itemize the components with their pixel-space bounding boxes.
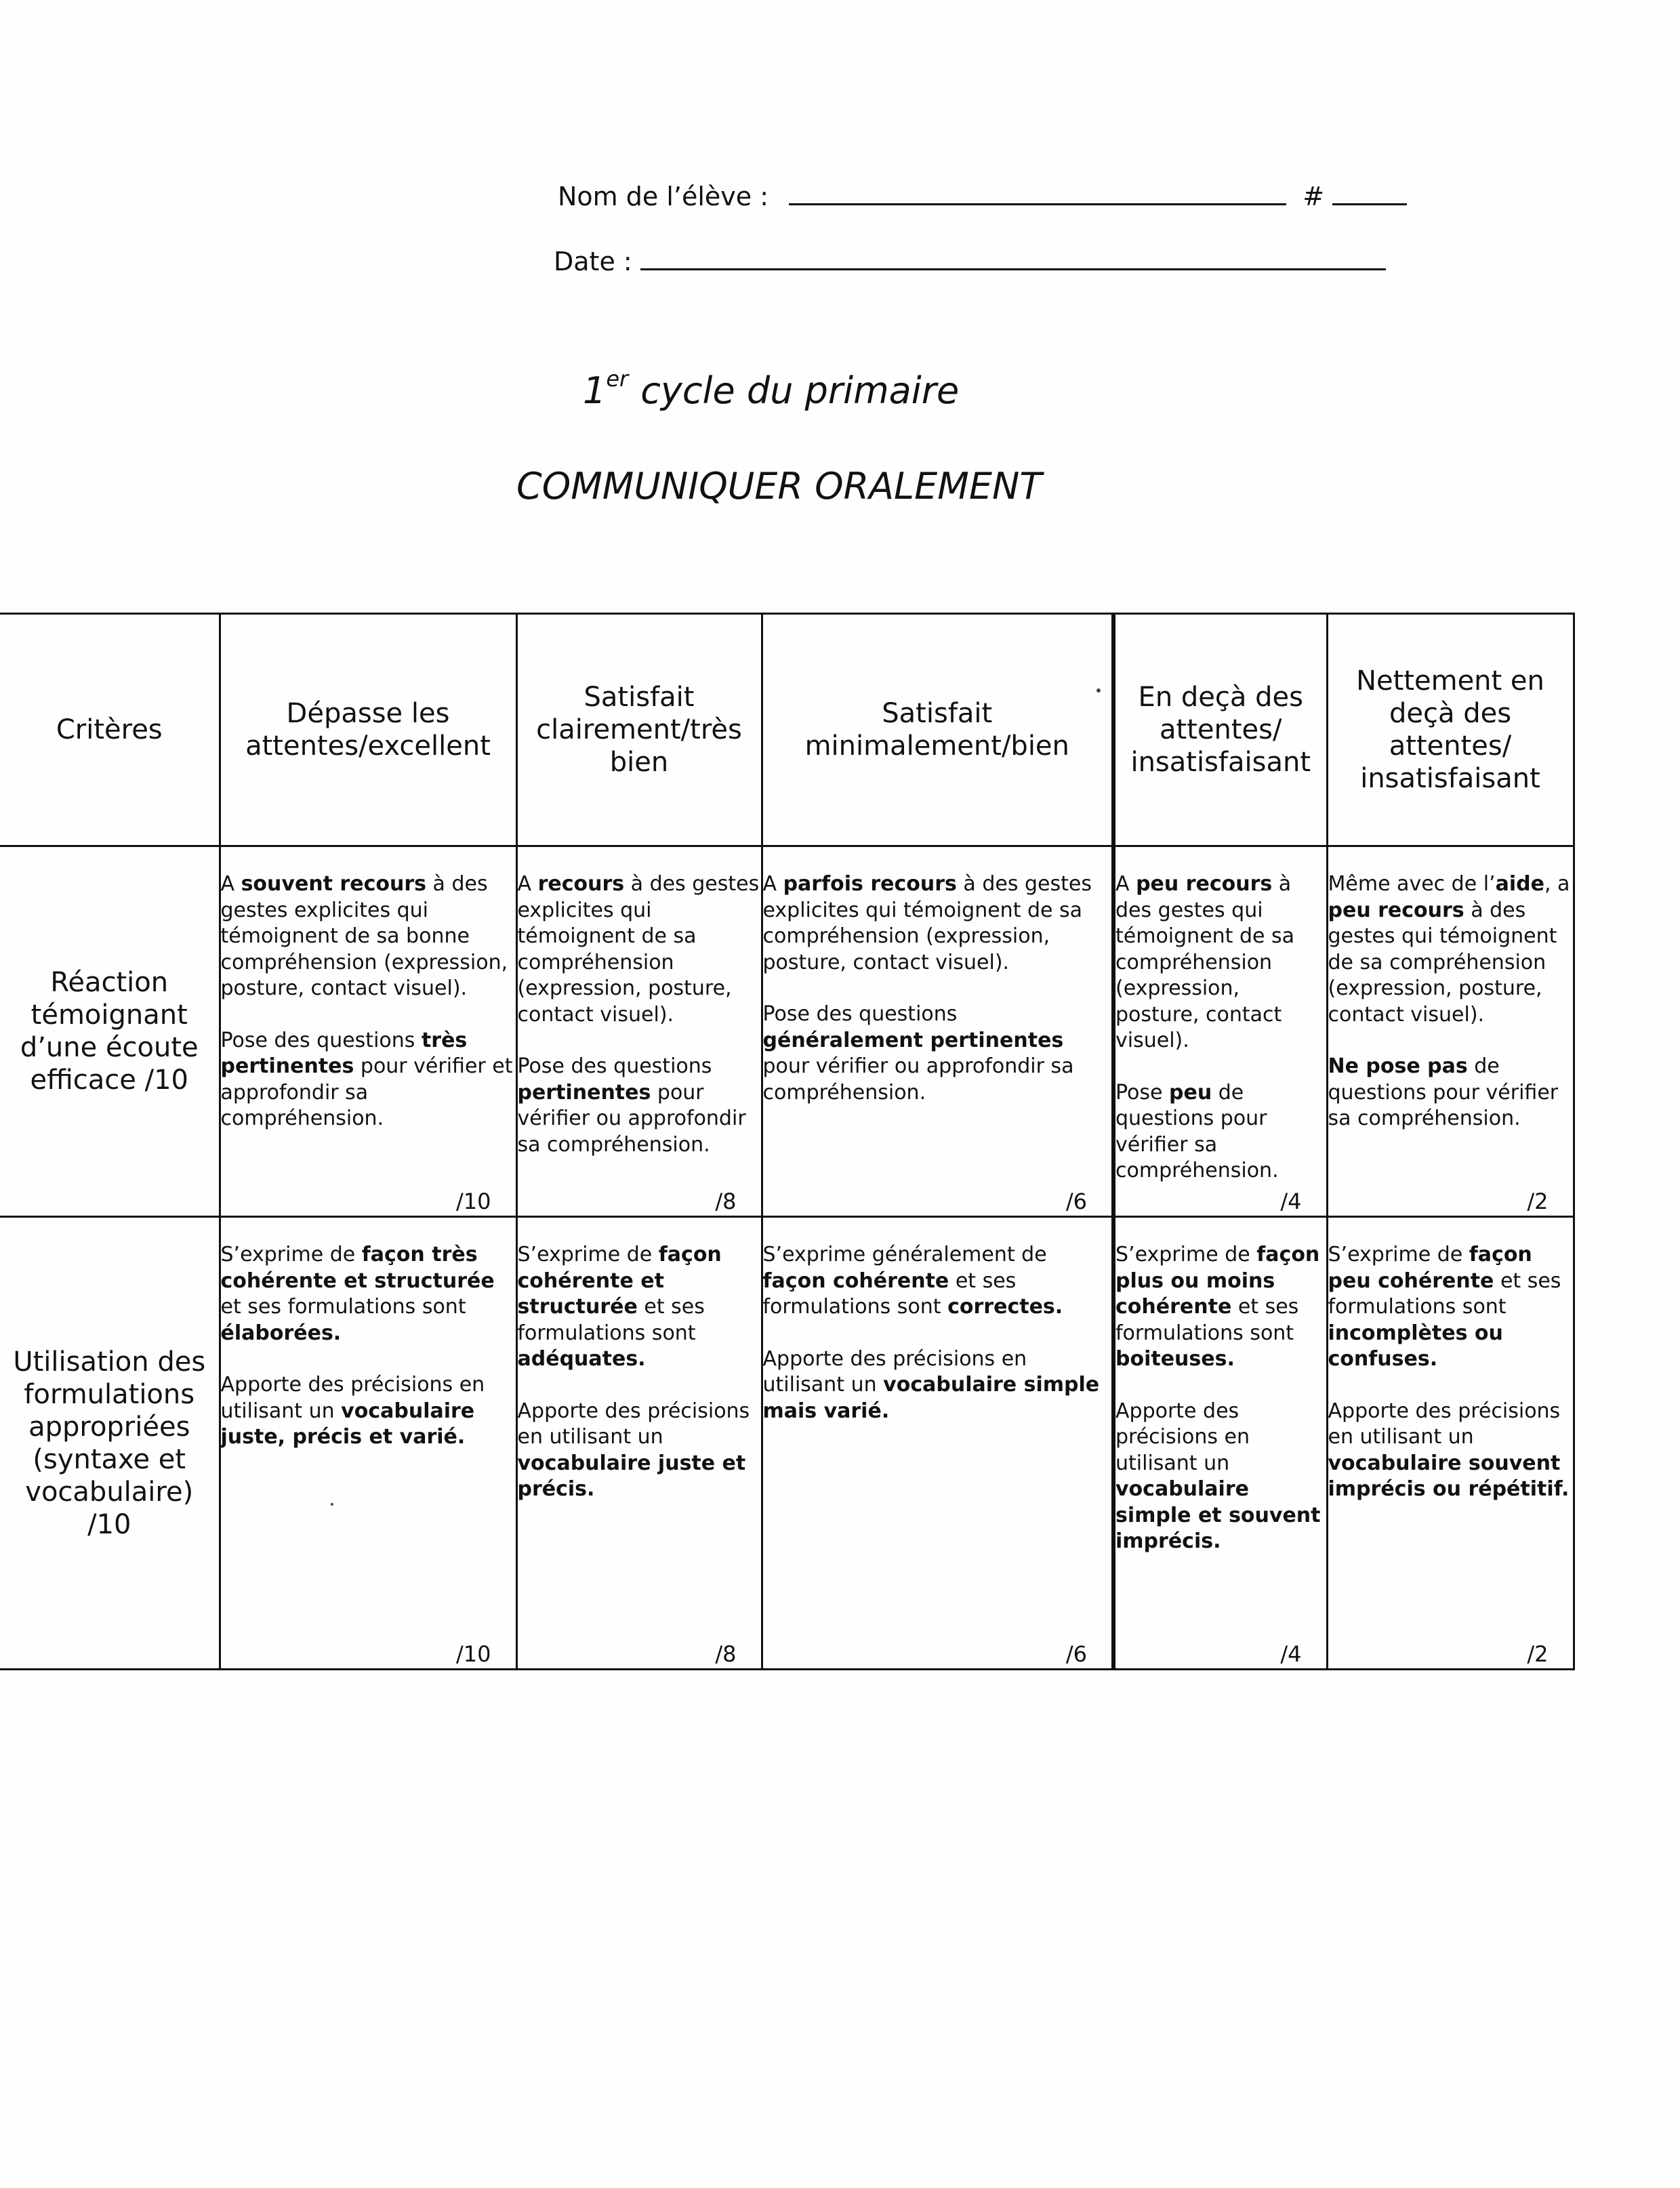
cell-description [221,847,516,1132]
student-number-label: # [1303,182,1325,211]
student-name-row [558,182,1407,211]
header-exceeds: Dépasse les attentes/excellent [220,614,516,846]
rubric-cell [1327,846,1574,1217]
date-label: Date : [554,247,632,276]
score-label: /8 [715,1189,737,1214]
score-label: /8 [715,1641,737,1667]
student-name-line[interactable] [789,183,1286,205]
criterion-listening: Réaction témoignant d’une écoute efficace /10 [0,846,220,1217]
description-paragraph: Apporte des précisions en utilisant un vocabulaire juste et précis. [517,1399,750,1501]
cell-description [221,1218,516,1451]
description-paragraph: A souvent recours à des gestes explicites qui témoignent de sa bonne compréhension (expression, posture, contact visuel). [220,872,508,1000]
description-paragraph: Pose des questions très pertinentes pour vérifier et approfondir sa compréhension. [220,1028,513,1130]
table-row [0,1217,1574,1670]
evaluation-rubric-table [0,613,1575,1670]
cycle-superscript: er [606,366,629,392]
header-below: En deçà des attentes/ insatisfaisant [1113,614,1327,846]
cell-description [1115,847,1326,1184]
student-number-line[interactable] [1332,183,1407,205]
description-paragraph: Apporte des précisions en utilisant un vocabulaire souvent imprécis ou répétitif. [1328,1399,1570,1501]
student-name-label: Nom de l’élève : [558,182,769,211]
score-label: /6 [1065,1641,1087,1667]
score-label: /10 [456,1641,491,1667]
criterion-formulations: Utilisation des formulations appropriées (syntaxe et vocabulaire) /10 [0,1217,220,1670]
score-label: /4 [1280,1641,1302,1667]
description-paragraph: A parfois recours à des gestes explicites qui témoignent de sa compréhension (expression, posture, contact visuel). [762,872,1092,974]
subject-title: COMMUNIQUER ORALEMENT [516,465,1042,508]
cycle-text: cycle du primaire [640,369,960,412]
description-paragraph: S’exprime de façon très cohérente et structurée et ses formulations sont élaborées. [220,1243,495,1345]
description-paragraph: Pose des questions généralement pertinentes pour vérifier ou approfondir sa compréhension. [762,1002,1074,1105]
rubric-cell [1113,1217,1327,1670]
description-paragraph: Apporte des précisions en utilisant un vocabulaire juste, précis et varié. [220,1373,485,1449]
rubric-cell [762,1217,1113,1670]
header-minimally-satisfies: Satisfait minimalement/bien [762,614,1113,846]
table-header-row [0,614,1574,846]
cell-description [518,1218,761,1503]
description-paragraph: S’exprime de façon cohérente et structurée et ses formulations sont adéquates. [517,1243,722,1371]
rubric-cell [1113,846,1327,1217]
cell-description [518,847,761,1158]
description-paragraph: A peu recours à des gestes qui témoignent de sa compréhension (expression, posture, contact visuel). [1115,872,1295,1052]
description-paragraph: Même avec de l’aide, a peu recours à des gestes qui témoignent de sa compréhension (expression, posture, contact visuel). [1328,872,1570,1027]
cycle-number: 1 [583,369,607,412]
score-label: /10 [456,1189,491,1214]
cell-description [763,847,1112,1106]
score-label: /6 [1065,1189,1087,1214]
cell-description [763,1218,1112,1424]
rubric-cell [220,1217,516,1670]
date-line[interactable] [640,248,1386,270]
header-criteria: Critères [0,614,220,846]
score-label: /4 [1280,1189,1302,1214]
cell-description [1328,847,1573,1132]
header-clearly-satisfies: Satisfait clairement/très bien [516,614,762,846]
header-clearly-below: Nettement en deçà des attentes/ insatisfaisant [1327,614,1574,846]
rubric-cell [762,846,1113,1217]
description-paragraph: Apporte des précisions en utilisant un vocabulaire simple mais varié. [762,1346,1100,1423]
cell-description [1328,1218,1573,1503]
scan-speck [1097,688,1101,693]
cell-description [1115,1218,1326,1555]
rubric-cell [516,1217,762,1670]
description-paragraph: Ne pose pas de questions pour vérifier sa compréhension. [1328,1054,1559,1130]
description-paragraph: Pose des questions pertinentes pour vérifier ou approfondir sa compréhension. [517,1054,746,1157]
description-paragraph: Apporte des précisions en utilisant un vocabulaire simple et souvent imprécis. [1115,1399,1321,1553]
description-paragraph: Pose peu de questions pour vérifier sa compréhension. [1115,1080,1279,1182]
score-label: /2 [1527,1641,1549,1667]
description-paragraph: S’exprime de façon peu cohérente et ses formulations sont incomplètes ou confuses. [1328,1243,1561,1371]
scan-speck [331,1503,333,1506]
description-paragraph: S’exprime généralement de façon cohérente et ses formulations sont correctes. [762,1243,1063,1319]
date-row [554,247,1386,276]
score-label: /2 [1527,1189,1549,1214]
table-row [0,846,1574,1217]
rubric-cell [220,846,516,1217]
description-paragraph: A recours à des gestes explicites qui témoignent de sa compréhension (expression, posture, contact visuel). [517,872,760,1027]
description-paragraph: S’exprime de façon plus ou moins cohérente et ses formulations sont boiteuses. [1115,1243,1320,1371]
cycle-title [583,366,960,412]
rubric-cell [516,846,762,1217]
rubric-cell [1327,1217,1574,1670]
